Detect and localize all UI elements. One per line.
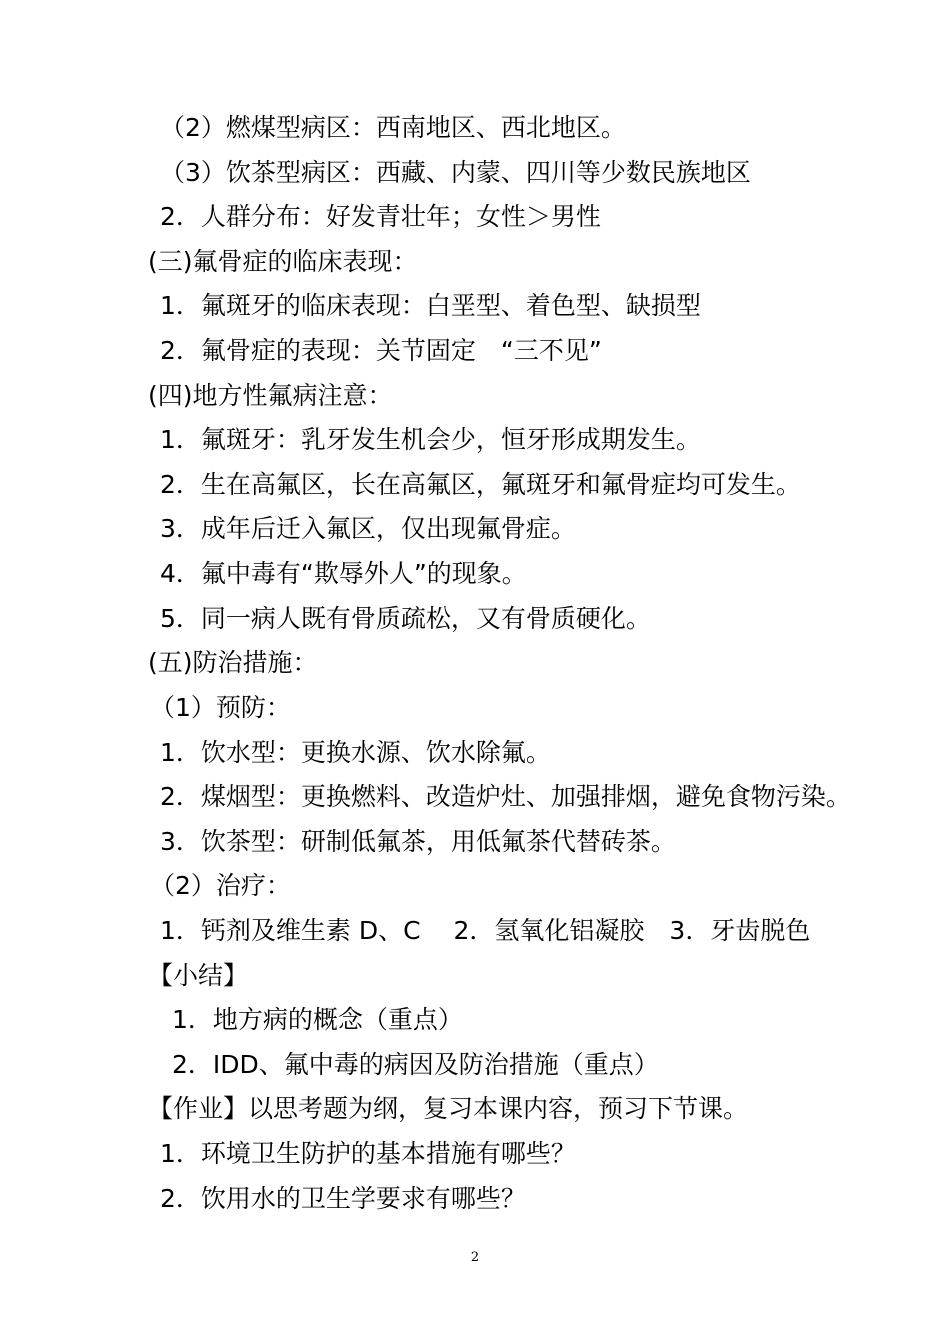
text-line: 1．地方病的概念（重点） — [172, 1005, 463, 1034]
text-line: 1．饮水型：更换水源、饮水除氟。 — [160, 738, 551, 767]
subsection-heading: （2）治疗： — [150, 871, 291, 900]
section-heading: (三)氟骨症的临床表现： — [148, 247, 418, 276]
text-line: 1．氟斑牙：乳牙发生机会少，恒牙形成期发生。 — [160, 425, 701, 454]
text-line: 2．饮用水的卫生学要求有哪些？ — [160, 1184, 526, 1213]
page-number: 2 — [470, 1250, 480, 1265]
text-line: （3）饮茶型病区：西藏、内蒙、四川等少数民族地区 — [160, 158, 751, 187]
text-line: 2．人群分布：好发青壮年；女性＞男性 — [160, 202, 601, 231]
text-line: 4．氟中毒有“欺辱外人”的现象。 — [160, 559, 527, 588]
text-line: 5．同一病人既有骨质疏松，又有骨质硬化。 — [160, 604, 651, 633]
text-line: （2）燃煤型病区：西南地区、西北地区。 — [160, 113, 626, 142]
section-heading: 【作业】以思考题为纲，复习本课内容，预习下节课。 — [148, 1094, 749, 1123]
text-line: 3．饮茶型：研制低氟茶，用低氟茶代替砖茶。 — [160, 827, 676, 856]
section-heading: (四)地方性氟病注意： — [148, 381, 393, 410]
text-line: 2．生在高氟区，长在高氟区，氟斑牙和氟骨症均可发生。 — [160, 470, 801, 499]
text-line: 1．氟斑牙的临床表现：白垩型、着色型、缺损型 — [160, 291, 701, 320]
text-line: 2．IDD、氟中毒的病因及防治措施（重点） — [172, 1050, 659, 1079]
text-line: 3．成年后迁入氟区，仅出现氟骨症。 — [160, 514, 576, 543]
text-line: 2．煤烟型：更换燃料、改造炉灶、加强排烟，避免食物污染。 — [160, 782, 851, 811]
text-line: 2．氟骨症的表现：关节固定 “三不见” — [160, 336, 602, 365]
subsection-heading: （1）预防： — [150, 693, 291, 722]
section-heading: (五)防治措施： — [148, 648, 318, 677]
section-heading: 【小结】 — [148, 961, 249, 990]
text-line: 1．钙剂及维生素 D、C 2．氢氧化铝凝胶 3．牙齿脱色 — [160, 916, 811, 945]
text-line: 1．环境卫生防护的基本措施有哪些？ — [160, 1139, 576, 1168]
